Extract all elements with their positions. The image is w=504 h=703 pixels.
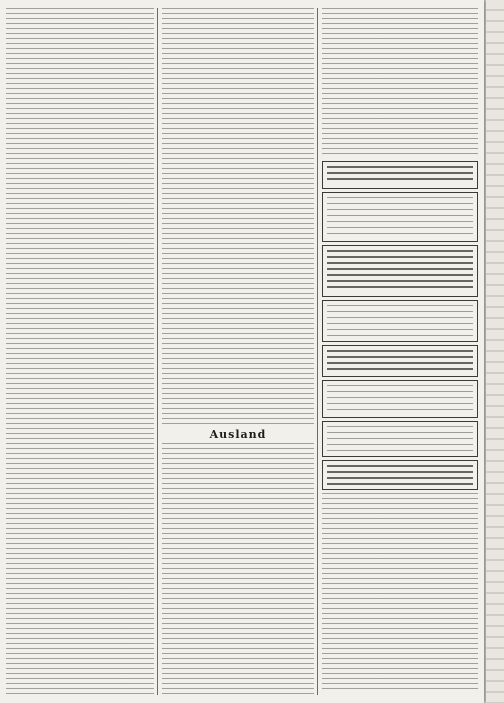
adjacent-page-edge — [486, 0, 504, 703]
column-rule — [317, 8, 318, 695]
article-text-block — [162, 8, 314, 426]
advertisement — [322, 192, 478, 242]
article-text-block — [322, 8, 478, 158]
article-text-block — [162, 443, 314, 695]
advertisement — [322, 460, 478, 490]
advertisement — [322, 161, 478, 189]
article-text-block — [322, 493, 478, 693]
advertisement — [322, 421, 478, 457]
column-left — [6, 8, 154, 695]
article-text-block — [6, 8, 154, 695]
advertisement — [322, 300, 478, 342]
advertisement — [322, 345, 478, 377]
column-right-advertisements — [322, 8, 478, 695]
column-rule — [157, 8, 158, 695]
advertisement — [322, 245, 478, 297]
section-headline: Ausland — [162, 426, 314, 443]
column-middle — [162, 8, 314, 695]
advertisement — [322, 380, 478, 418]
